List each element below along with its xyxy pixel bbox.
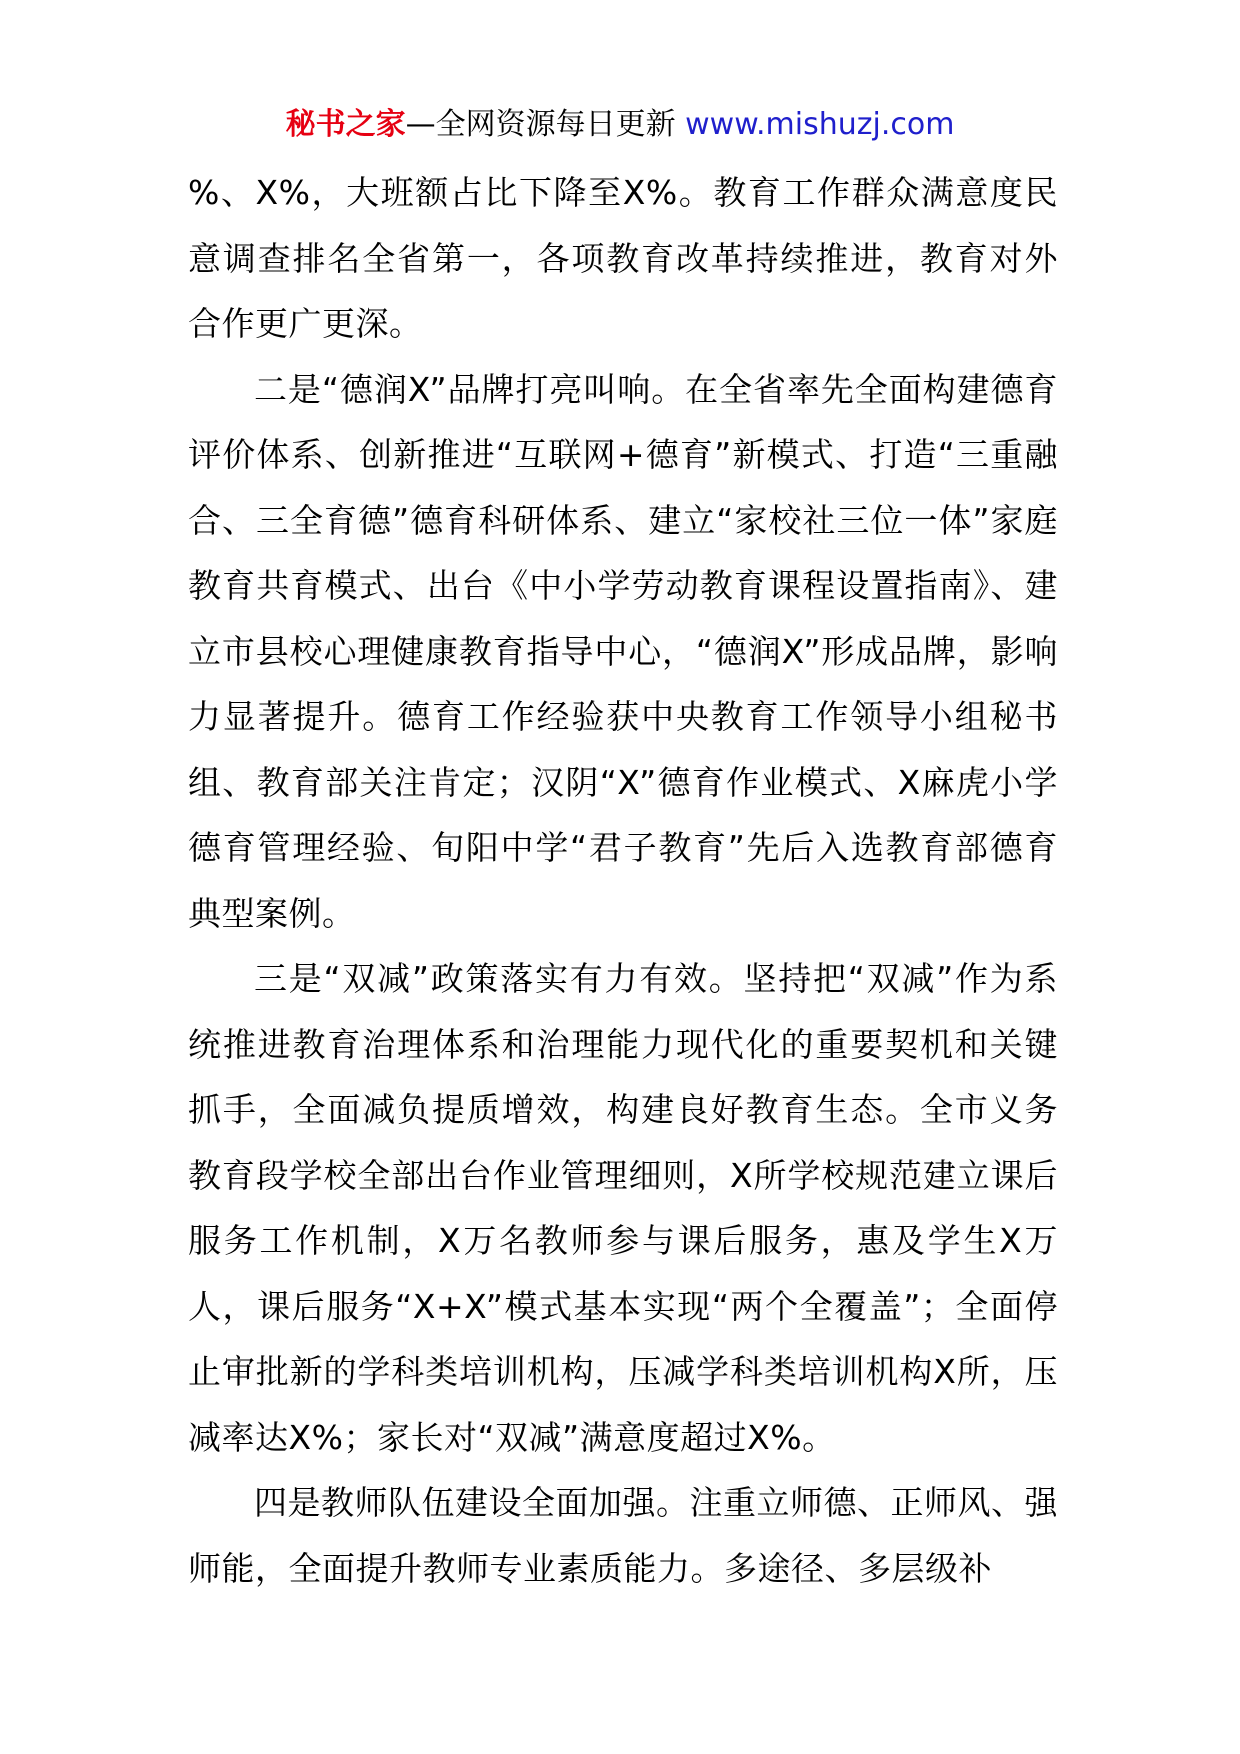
header-brand: 秘书之家	[285, 107, 406, 142]
paragraph-continuation: %、X%，大班额占比下降至X%。教育工作群众满意度民意调查排名全省第一，各项教育改革持续推进，教育对外合作更广更深。	[188, 173, 1058, 343]
paragraph-teacher-team: 四是教师队伍建设全面加强。注重立师德、正师风、强师能，全面提升教师专业素质能力。多途径、多层级补	[188, 1483, 1058, 1588]
paragraph-moral-education: 二是“德润X”品牌打亮叫响。在全省率先全面构建德育评价体系、创新推进“互联网+德育”新模式、打造“三重融合、三全育德”德育科研体系、建立“家校社三位一体”家庭教育共育模式、出台《中小学劳动教育课程设置指南》、建立市县校心理健康教育指导中心，“德润X”形成品牌，影响力显著提升。德育工作经验获中央教育工作领导小组秘书组、教育部关注肯定；汉阴“X”德育作业模式、X麻虎小学德育管理经验、旬阳中学“君子教育”先后入选教育部德育典型案例。	[188, 369, 1058, 933]
paragraph-double-reduction: 三是“双减”政策落实有力有效。坚持把“双减”作为系统推进教育治理体系和治理能力现代化的重要契机和关键抓手，全面减负提质增效，构建良好教育生态。全市义务教育段学校全部出台作业管理细则，X所学校规范建立课后服务工作机制，X万名教师参与课后服务，惠及学生X万人，课后服务“X+X”模式基本实现“两个全覆盖”；全面停止审批新的学科类培训机构，压减学科类培训机构X所，压减率达X%；家长对“双减”满意度超过X%。	[188, 959, 1058, 1457]
document-body	[188, 160, 1058, 1601]
header-tagline: —全网资源每日更新	[405, 107, 676, 142]
header-url-link[interactable]: www.mishuzj.com	[685, 107, 955, 142]
page-header	[0, 100, 1240, 150]
